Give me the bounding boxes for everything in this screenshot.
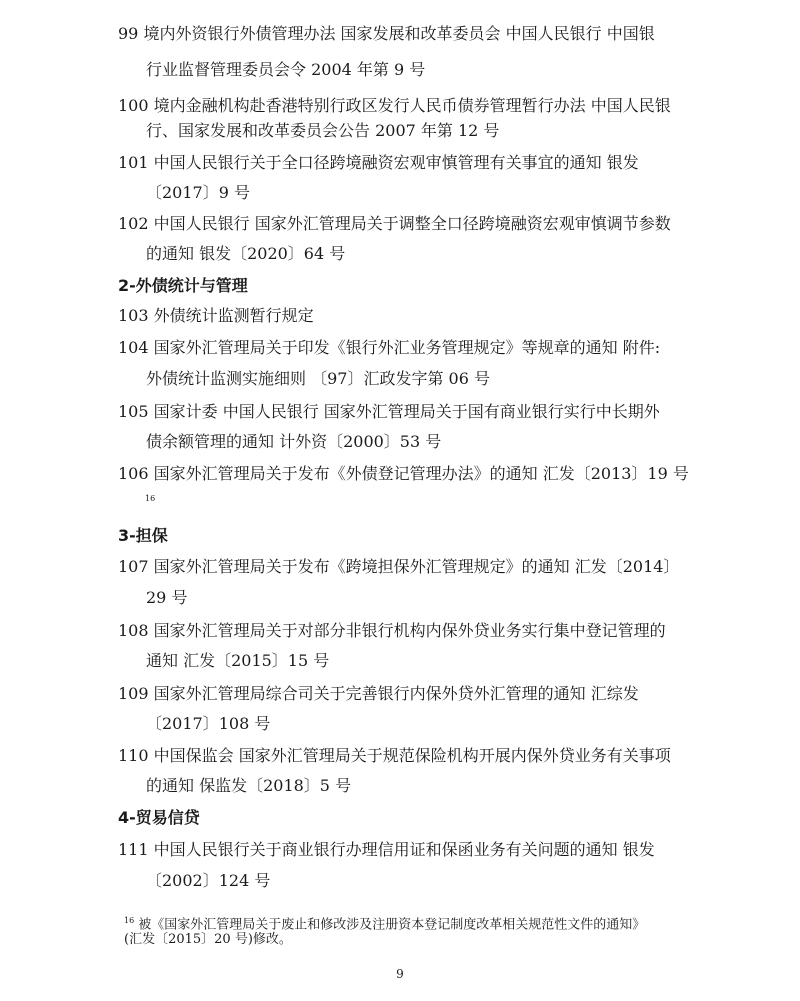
entry-103-line-1: 103 外债统计监测暂行规定 — [118, 306, 314, 325]
entry-105-line-1: 105 国家计委 中国人民银行 国家外汇管理局关于国有商业银行实行中长期外 — [118, 402, 660, 421]
entry-108-line-2: 通知 汇发〔2015〕15 号 — [146, 651, 330, 670]
entry-102-line-1: 102 中国人民银行 国家外汇管理局关于调整全口径跨境融资宏观审慎调节参数 — [118, 214, 671, 233]
footnote-line-2: (汇发〔2015〕20 号)修改。 — [124, 932, 292, 947]
entry-99-line-1: 99 境内外资银行外债管理办法 国家发展和改革委员会 中国人民银行 中国银 — [118, 24, 655, 43]
page-number: 9 — [396, 967, 404, 981]
entry-104-line-1: 104 国家外汇管理局关于印发《银行外汇业务管理规定》等规章的通知 附件: — [118, 338, 661, 357]
entry-102-line-2: 的通知 银发〔2020〕64 号 — [146, 244, 346, 263]
entry-100-line-1: 100 境内金融机构赴香港特别行政区发行人民币债券管理暂行办法 中国人民银 — [118, 96, 671, 115]
entry-110-line-1: 110 中国保监会 国家外汇管理局关于规范保险机构开展内保外贷业务有关事项 — [118, 746, 671, 765]
footnote-text: 被《国家外汇管理局关于废止和修改涉及注册资本登记制度改革相关规范性文件的通知》 — [138, 917, 646, 933]
entry-99-line-2: 行业监督管理委员会令 2004 年第 9 号 — [146, 60, 426, 79]
entry-111-line-2: 〔2002〕124 号 — [146, 871, 271, 890]
entry-108-line-1: 108 国家外汇管理局关于对部分非银行机构内保外贷业务实行集中登记管理的 — [118, 621, 666, 640]
entry-105-line-2: 债余额管理的通知 计外资〔2000〕53 号 — [146, 432, 442, 451]
entry-107-line-1: 107 国家外汇管理局关于发布《跨境担保外汇管理规定》的通知 汇发〔2014〕 — [118, 557, 680, 576]
section-heading-trade-credit: 4-贸易信贷 — [118, 808, 200, 827]
entry-110-line-2: 的通知 保监发〔2018〕5 号 — [146, 776, 352, 795]
footnote-reference-16[interactable]: 16 — [145, 494, 156, 503]
entry-107-line-2: 29 号 — [146, 588, 188, 607]
entry-101-line-1: 101 中国人民银行关于全口径跨境融资宏观审慎管理有关事宜的通知 银发 — [118, 153, 639, 172]
entry-100-line-2: 行、国家发展和改革委员会公告 2007 年第 12 号 — [146, 121, 500, 140]
section-heading-foreign-debt-statistics: 2-外债统计与管理 — [118, 276, 248, 295]
entry-111-line-1: 111 中国人民银行关于商业银行办理信用证和保函业务有关问题的通知 银发 — [118, 840, 655, 859]
entry-101-line-2: 〔2017〕9 号 — [146, 183, 250, 202]
section-heading-guarantee: 3-担保 — [118, 526, 168, 545]
entry-109-line-2: 〔2017〕108 号 — [146, 714, 271, 733]
entry-106-line-1: 106 国家外汇管理局关于发布《外债登记管理办法》的通知 汇发〔2013〕19 号 — [118, 464, 689, 483]
footnote-mark: 16 — [124, 916, 135, 925]
entry-104-line-2: 外债统计监测实施细则 〔97〕汇政发字第 06 号 — [146, 369, 490, 388]
entry-109-line-1: 109 国家外汇管理局综合司关于完善银行内保外贷外汇管理的通知 汇综发 — [118, 684, 639, 703]
